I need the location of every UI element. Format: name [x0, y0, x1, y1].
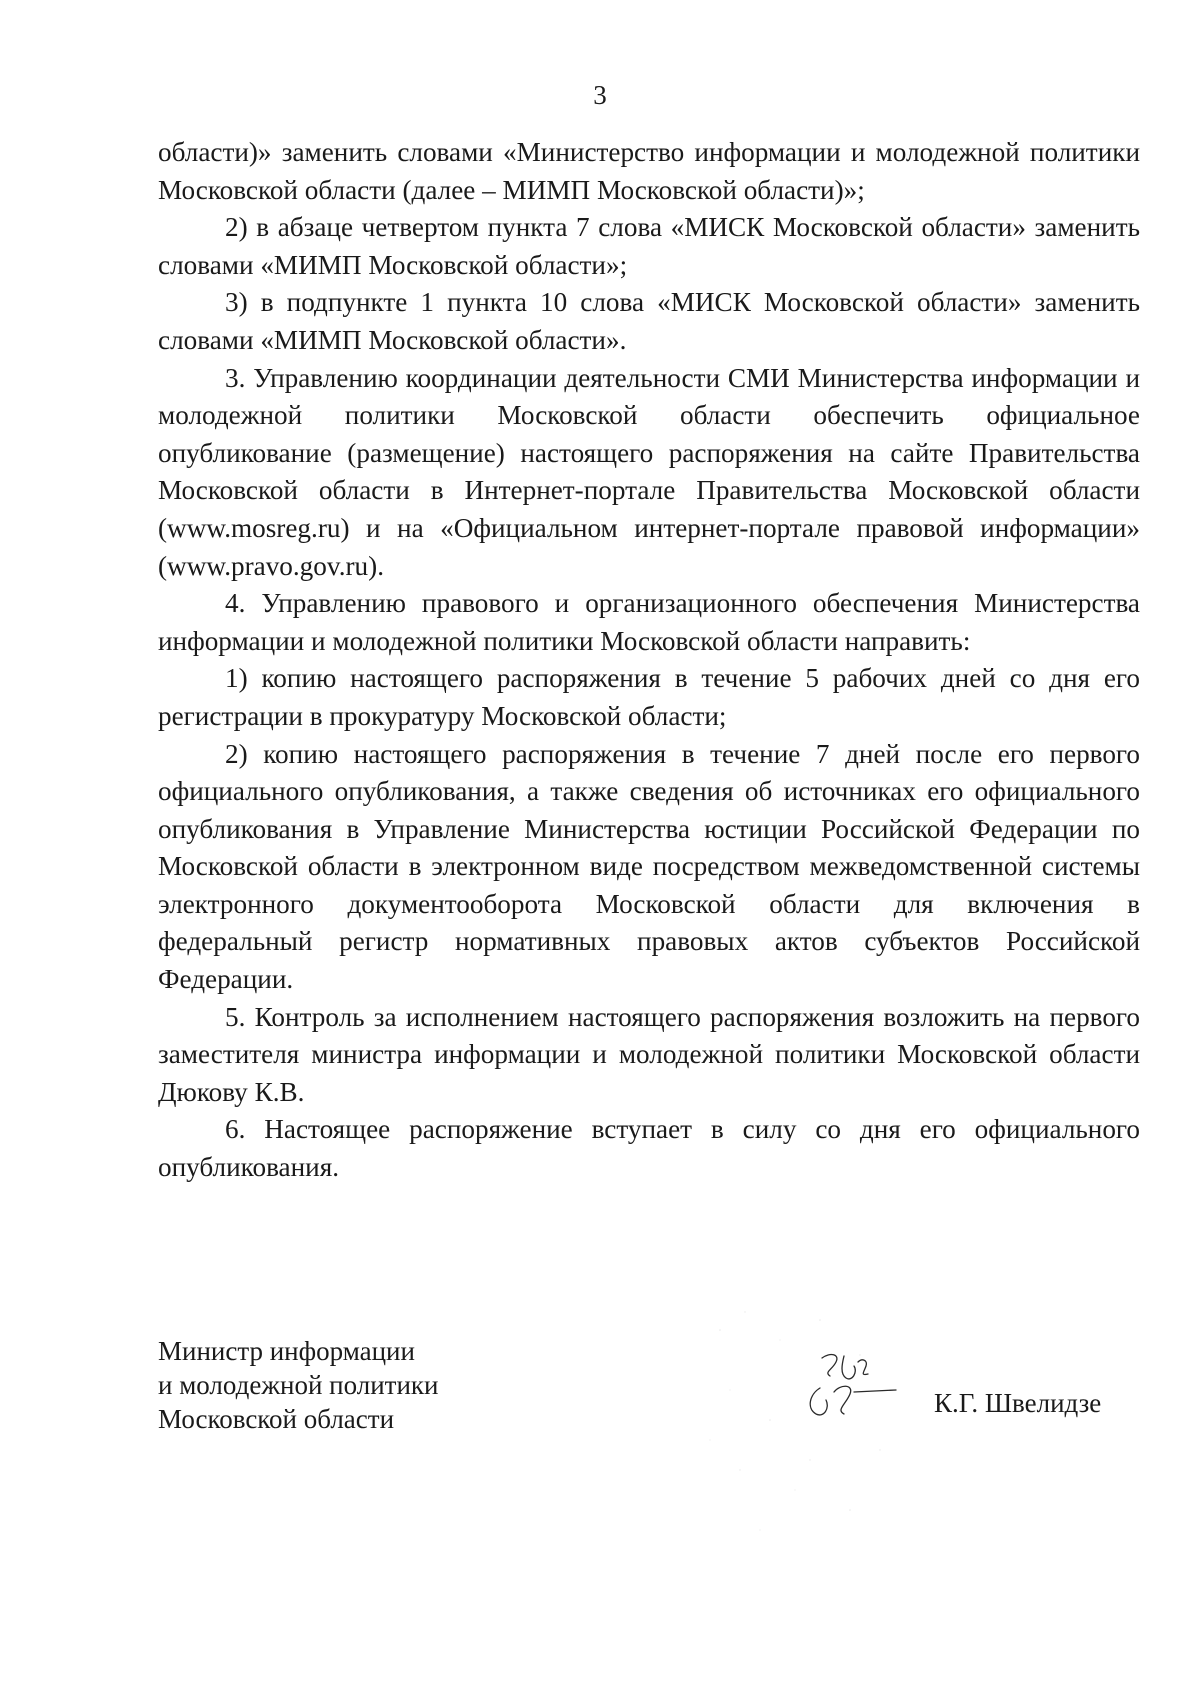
signatory-title — [158, 1334, 438, 1436]
paragraph-3: 3) в подпункте 1 пункта 10 слова «МИСК Московской области» заменить словами «МИМП Московской области». — [158, 287, 1140, 355]
signatory-title-line-2: и молодежной политики — [158, 1370, 439, 1400]
paragraph-2: 2) в абзаце четвертом пункта 7 слова «МИСК Московской области» заменить словами «МИМП Московской области»; — [158, 212, 1140, 280]
signatory-title-line-1: Министр информации — [158, 1336, 415, 1366]
paragraph-4: 3. Управлению координации деятельности СМИ Министерства информации и молодежной политики Московской области обеспечить официальное опубликование (размещение) настоящего распоряжения на сайте Правительства Московской области в Интернет-портале Правительства Московской области (www.mosreg.ru) и на «Официальном интернет-портале правовой информации» (www.pravo.gov.ru). — [158, 362, 1140, 581]
signatory-name: К.Г. Швелидзе — [934, 1388, 1102, 1418]
page-number: 3 — [593, 80, 607, 110]
paragraph-5: 4. Управлению правового и организационного обеспечения Министерства информации и молодежной политики Московской области направить: — [158, 588, 1140, 656]
handwritten-signature — [800, 1348, 910, 1428]
paragraph-9: 6. Настоящее распоряжение вступает в силу со дня его официального опубликования. — [158, 1114, 1140, 1183]
signatory-title-line-3: Московской области — [158, 1404, 395, 1434]
paragraph-7: 2) копию настоящего распоряжения в течение 7 дней после его первого официального опубликования, а также сведения об источниках его официального опубликования в Управление Министерства юстиции Российской Федерации по Московской области в электронном виде посредством межведомственной системы электронного документооборота Московской области для включения в федеральный регистр нормативных правовых актов субъектов Российской Федерации. — [158, 738, 1140, 995]
paragraph-1: области)» заменить словами «Министерство информации и молодежной политики Московской области (далее – МИМП Московской области)»; — [158, 137, 1140, 205]
document-body — [158, 134, 1140, 1187]
paragraph-6: 1) копию настоящего распоряжения в течение 5 рабочих дней со дня его регистрации в прокуратуру Московской области; — [158, 663, 1140, 731]
paragraph-8: 5. Контроль за исполнением настоящего распоряжения возложить на первого заместителя министра информации и молодежной политики Московской области Дюкову К.В. — [158, 1001, 1140, 1107]
